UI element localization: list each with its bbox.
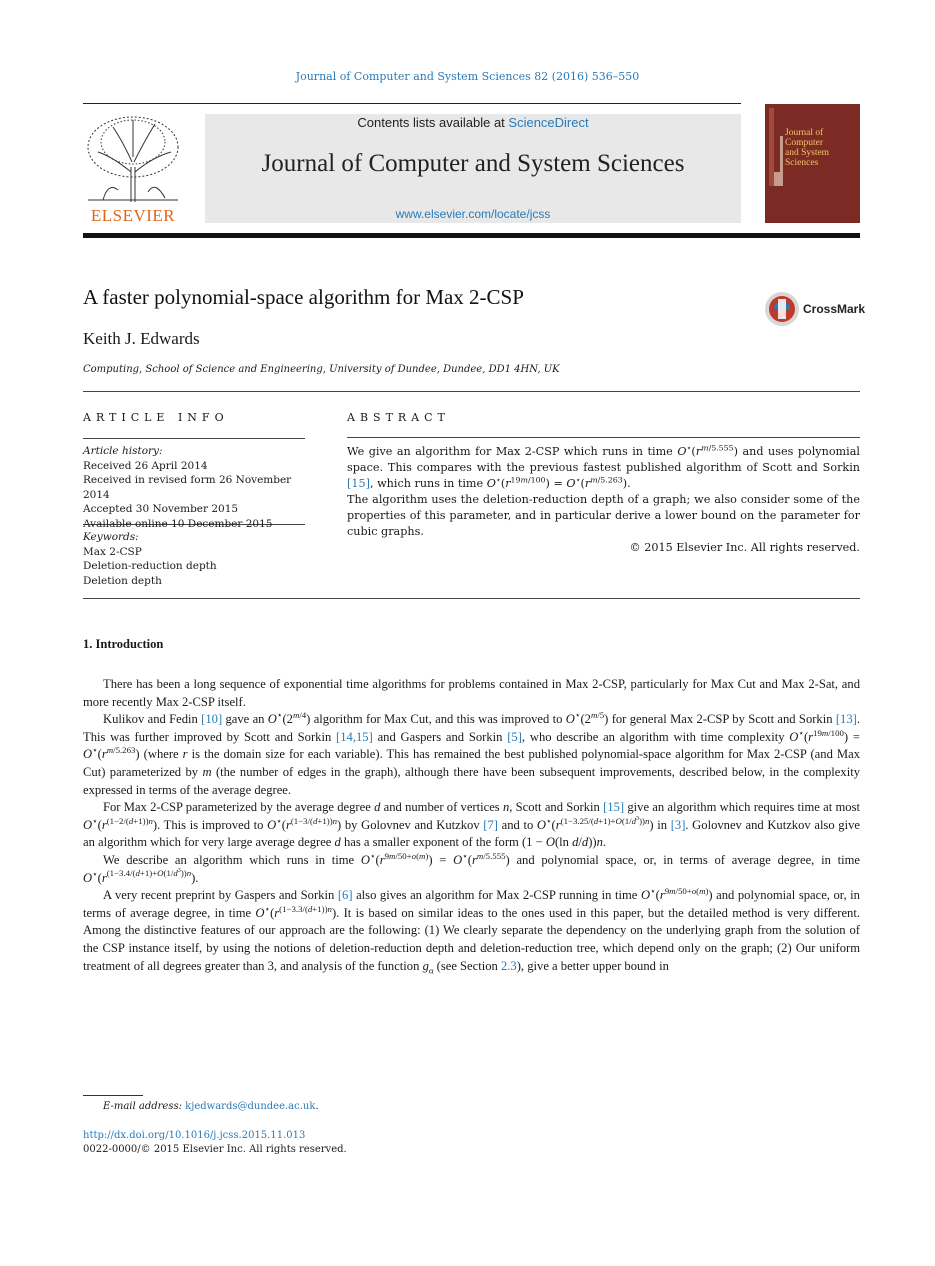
abstract-copyright: © 2015 Elsevier Inc. All rights reserved. — [629, 541, 860, 554]
body-text — [83, 676, 860, 975]
section-heading: 1. Introduction — [83, 637, 164, 651]
paragraph: For Max 2-CSP parameterized by the average degree d and number of vertices n, Scott and Sorkin [15] give an algorithm which requires time at most $O^⋆(r^{(1-2/(d+1))n})$. This is improved to $O^⋆(r^{(1-3/(d+1))n})$ by Golovnev and Kutzkov [7] and to $O^⋆(r^{(1-3.25/(d+1)+O(1/d^3))n})$ in [3]. Golovnev and Kutzkov also give an algorithm which for very large average degree d has a smaller exponent of the form (1 − O(ln d/d))n. — [83, 800, 860, 850]
paragraph: We describe an algorithm which runs in time $O^⋆(r^{9m/50+o(m)}) = O^⋆(r^{m/5.555})$ and polynomial space, or, in terms of average degree, in time $O^⋆(r^{(1-3.4/(d+1)+O(1/d^3))n})$. — [83, 850, 860, 885]
cover-title: Journal of Computer and System Sciences — [785, 128, 830, 168]
doi-link[interactable]: http://dx.doi.org/10.1016/j.jcss.2015.11.013 — [83, 1130, 306, 1141]
cover-stripe — [774, 172, 782, 186]
keyword: Deletion-reduction depth — [83, 560, 217, 572]
crossmark-label[interactable]: CrossMark — [803, 302, 866, 316]
author-affiliation: Computing, School of Science and Engineering, University of Dundee, Dundee, DD1 4HN, UK — [83, 364, 560, 375]
abstract-paragraph: We give an algorithm for Max 2-CSP which runs in time $O^⋆(r^{m/5.555})$ and uses polynomial space. This compares with the previous fastest published algorithm of Scott and Sorkin [15], which runs in time $O^⋆(r^{19m/100}) = O^⋆(r^{m/5.263})$. — [347, 443, 860, 490]
history-item: Received in revised form 26 November 2014 — [83, 474, 292, 501]
abstract-heading: ABSTRACT — [347, 411, 450, 424]
ref-link[interactable]: [15] — [347, 477, 370, 490]
journal-name: Journal of Computer and System Sciences — [261, 150, 685, 177]
article-title: A faster polynomial-space algorithm for Max 2-CSP — [83, 285, 524, 309]
footnote-email: E-mail address: kjedwards@dundee.ac.uk. — [103, 1101, 319, 1112]
elsevier-wordmark: ELSEVIER — [90, 206, 176, 225]
abstract-body — [347, 444, 860, 556]
keywords — [83, 530, 313, 588]
keyword: Max 2-CSP — [83, 545, 142, 558]
keyword: Deletion depth — [83, 574, 162, 587]
email-link[interactable]: kjedwards@dundee.ac.uk — [185, 1101, 316, 1112]
sciencedirect-link[interactable]: ScienceDirect — [508, 115, 589, 130]
divider — [347, 437, 860, 438]
article-info-heading: ARTICLE INFO — [83, 411, 229, 424]
journal-url-link[interactable]: www.elsevier.com/locate/jcss — [395, 207, 551, 221]
divider — [83, 598, 860, 599]
header-rule — [83, 103, 741, 104]
footnote-rule — [83, 1095, 143, 1096]
header-thick-rule — [83, 233, 860, 238]
abstract-paragraph: The algorithm uses the deletion-reduction depth of a graph; we also consider some of the properties of this parameter, and in particular derive a lower bound on the parameter for cubic graphs. — [347, 493, 860, 538]
article-history — [83, 444, 313, 531]
paragraph: There has been a long sequence of exponential time algorithms for problems contained in Max 2-CSP, particularly for Max Cut and Max 2-Sat, and more recently Max 2-CSP itself. — [83, 677, 860, 709]
history-item: Available online 10 December 2015 — [83, 517, 273, 530]
author-name: Keith J. Edwards — [83, 329, 200, 348]
divider — [83, 391, 860, 392]
divider — [83, 438, 305, 439]
paragraph: A very recent preprint by Gaspers and Sorkin [6] also gives an algorithm for Max 2-CSP running in time $O^⋆(r^{9m/50+o(m)})$ and polynomial space, or, in terms of average degree, in time $O^⋆(r^{(1-3.3/(d+1))n})$. It is based on similar ideas to the ones used in this paper, but the detailed method is very different. Among the distinctive features of our approach are the following: (1) We clearly separate the dependency on the underlying graph from the solution of the CSP instance itself, by using the notions of deletion-reduction depth and deletion-reduction tree, which depend only on the graph; (2) Our uniform treatment of all degrees greater than 3, and analysis of the function $g_\alpha$ (see Section 2.3), give a better upper bound in — [83, 885, 860, 976]
crossmark-icon[interactable] — [764, 291, 800, 327]
journal-reference[interactable]: Journal of Computer and System Sciences 82 (2016) 536–550 — [295, 70, 640, 83]
keywords-label: Keywords: — [83, 531, 139, 543]
history-label: Article history: — [83, 445, 163, 457]
history-item: Received 26 April 2014 — [83, 459, 208, 472]
history-item: Accepted 30 November 2015 — [83, 503, 239, 515]
contents-line: Contents lists available at ScienceDirect — [357, 115, 589, 130]
issn-copyright: 0022-0000/© 2015 Elsevier Inc. All rights reserved. — [83, 1144, 347, 1155]
paragraph: Kulikov and Fedin [10] gave an $O^⋆(2^{m/4})$ algorithm for Max Cut, and this was improved to $O^⋆(2^{m/5})$ for general Max 2-CSP by Scott and Sorkin [13]. This was further improved by Scott and Sorkin [14,15] and Gaspers and Sorkin [5], who describe an algorithm with time complexity $O^⋆(r^{19m/100}) = O^⋆(r^{m/5.263})$ (where r is the domain size for each variable). This has remained the best published polynomial-space algorithm for Max 2-CSP (and Max Cut) parameterized by m (the number of edges in the graph), although there have been subsequent improvements, described below, in the complexity expressed in terms of the average degree. — [83, 710, 861, 797]
